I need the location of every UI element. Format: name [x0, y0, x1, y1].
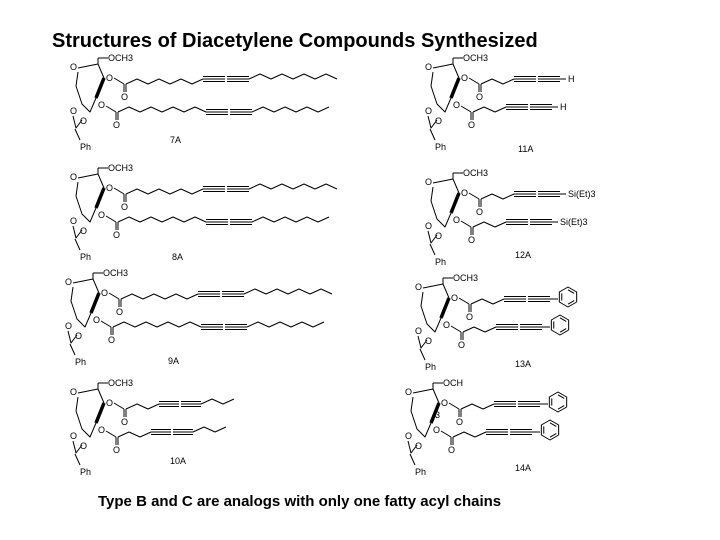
compound-11a [425, 53, 575, 152]
alkyl-chain [463, 327, 496, 332]
carbonyl-oxygen-label: O [121, 202, 129, 212]
acetal-oxygen-label: O [80, 441, 88, 451]
carbonyl-oxygen-label: O [466, 312, 474, 322]
alkyl-chain [252, 107, 329, 112]
ring-front-bond [451, 78, 459, 98]
methoxy-label: OCH3 [463, 53, 489, 63]
ester-oxygen-label: O [441, 398, 449, 408]
methoxy-subscript-label: 3 [435, 410, 441, 420]
acetal-oxygen-label: O [415, 441, 423, 451]
alkyl-chain [247, 322, 324, 327]
ester-oxygen-label: O [453, 215, 461, 225]
ester-oxygen-label: O [433, 425, 441, 435]
ester-oxygen-label: O [98, 425, 106, 435]
acetal-bond [430, 244, 435, 255]
ring-front-bond [96, 403, 104, 423]
acetal-bond [410, 454, 415, 465]
ester-bond [106, 216, 116, 222]
acetal-bond [75, 454, 80, 465]
alkyl-chain [481, 194, 514, 199]
methoxy-label: OCH3 [103, 268, 129, 278]
carbonyl-oxygen-label: O [113, 120, 121, 130]
ring-front-bond [96, 188, 104, 208]
acetal-oxygen-label: O [70, 106, 78, 116]
ring-front-bond [91, 293, 99, 313]
alkyl-chain [249, 74, 337, 79]
ring-oxygen-label: O [425, 177, 433, 187]
carbonyl-oxygen-label: O [476, 92, 484, 102]
ester-bond [106, 106, 116, 112]
page-title: Structures of Diacetylene Compounds Synthesized [52, 30, 538, 52]
alkyl-chain [244, 289, 332, 294]
phenyl-label: Ph [435, 257, 447, 267]
carbonyl-oxygen-label: O [476, 207, 484, 217]
compound-id-label: 9A [168, 356, 180, 366]
compound-9a [65, 268, 332, 367]
ester-oxygen-label: O [106, 73, 114, 83]
carbonyl-oxygen-label: O [113, 445, 121, 455]
acetal-bond [430, 129, 435, 140]
ester-bond [106, 431, 116, 437]
terminal-group-label: Si(Et)3 [568, 189, 596, 199]
acetal-oxygen-label: O [425, 336, 433, 346]
alkyl-chain [113, 322, 201, 327]
ester-oxygen-label: O [443, 320, 451, 330]
ester-oxygen-label: O [106, 398, 114, 408]
ester-oxygen-label: O [451, 293, 459, 303]
terminal-group-label: H [568, 74, 575, 84]
carbonyl-oxygen-label: O [116, 307, 124, 317]
acetal-oxygen-label: O [80, 226, 88, 236]
carbonyl-oxygen-label: O [121, 417, 129, 427]
ester-oxygen-label: O [98, 100, 106, 110]
compound-10a [70, 378, 234, 477]
ring-oxygen-label: O [405, 387, 413, 397]
phenyl-label: Ph [435, 142, 447, 152]
compound-id-label: 13A [515, 359, 532, 369]
carbonyl-oxygen-label: O [448, 445, 456, 455]
ring-oxygen-label: O [425, 62, 433, 72]
ring-oxygen-label: O [70, 387, 78, 397]
phenyl-label: Ph [425, 362, 437, 372]
ring-oxygen-label: O [70, 172, 78, 182]
methoxy-label: OCH3 [453, 273, 479, 283]
ester-oxygen-label: O [93, 315, 101, 325]
carbonyl-oxygen-label: O [121, 92, 129, 102]
phenyl-label: Ph [415, 467, 427, 477]
ester-oxygen-label: O [106, 183, 114, 193]
compound-id-label: 12A [515, 250, 532, 260]
methoxy-label: OCH [443, 378, 463, 388]
alkyl-chain [118, 432, 151, 437]
alkyl-chain [126, 79, 203, 84]
acetal-oxygen-label: O [70, 216, 78, 226]
methoxy-label: OCH3 [108, 378, 134, 388]
alkyl-chain [193, 427, 226, 432]
acetal-oxygen-label: O [435, 116, 443, 126]
ester-bond [101, 321, 111, 327]
carbonyl-oxygen-label: O [458, 340, 466, 350]
alkyl-chain [201, 399, 234, 404]
alkyl-chain [121, 294, 198, 299]
acetal-oxygen-label: O [425, 106, 433, 116]
ring-front-bond [96, 78, 104, 98]
ester-bond [461, 106, 471, 112]
phenyl-label: Ph [75, 357, 87, 367]
ester-bond [114, 188, 124, 194]
compound-id-label: 8A [172, 252, 184, 262]
ester-bond [449, 403, 459, 409]
ring-front-bond [441, 298, 449, 318]
compound-7a [70, 53, 337, 152]
carbonyl-oxygen-label: O [456, 417, 464, 427]
alkyl-chain [126, 189, 203, 194]
compound-id-label: 14A [515, 463, 532, 473]
ester-bond [441, 431, 451, 437]
ring-oxygen-label: O [415, 282, 423, 292]
ester-oxygen-label: O [461, 188, 469, 198]
compound-id-label: 11A [518, 144, 534, 154]
ester-bond [451, 326, 461, 332]
ester-bond [469, 193, 479, 199]
acetal-oxygen-label: O [80, 116, 88, 126]
alkyl-chain [473, 222, 506, 227]
compound-id-label: 7A [170, 135, 182, 145]
terminal-group-label: Si(Et)3 [560, 217, 588, 227]
acetal-oxygen-label: O [435, 231, 443, 241]
ester-bond [461, 221, 471, 227]
alkyl-chain [473, 107, 506, 112]
acetal-bond [70, 344, 75, 355]
terminal-group-label: H [560, 102, 567, 112]
compound-13a [415, 273, 577, 372]
phenyl-label: Ph [80, 252, 92, 262]
carbonyl-oxygen-label: O [113, 230, 121, 240]
alkyl-chain [118, 217, 206, 222]
acetal-oxygen-label: O [405, 431, 413, 441]
ring-oxygen-label: O [65, 277, 73, 287]
carbonyl-oxygen-label: O [108, 335, 116, 345]
ester-bond [114, 78, 124, 84]
ester-oxygen-label: O [453, 100, 461, 110]
acetal-oxygen-label: O [415, 326, 423, 336]
phenyl-label: Ph [80, 467, 92, 477]
carbonyl-oxygen-label: O [468, 120, 476, 130]
ester-oxygen-label: O [101, 288, 109, 298]
ring-oxygen-label: O [70, 62, 78, 72]
alkyl-chain [126, 404, 159, 409]
methoxy-label: OCH3 [108, 163, 134, 173]
ring-front-bond [451, 193, 459, 213]
compound-id-label: 10A [170, 456, 187, 466]
compound-12a [425, 168, 596, 267]
alkyl-chain [118, 107, 206, 112]
alkyl-chain [249, 184, 337, 189]
acetal-oxygen-label: O [70, 431, 78, 441]
ester-bond [109, 293, 119, 299]
alkyl-chain [461, 404, 494, 409]
phenyl-label: Ph [80, 142, 92, 152]
ester-oxygen-label: O [98, 210, 106, 220]
acetal-oxygen-label: O [425, 221, 433, 231]
compound-14a [405, 378, 567, 477]
alkyl-chain [252, 217, 329, 222]
ester-bond [459, 298, 469, 304]
carbonyl-oxygen-label: O [468, 235, 476, 245]
alkyl-chain [471, 299, 504, 304]
methoxy-label: OCH3 [463, 168, 489, 178]
ester-oxygen-label: O [461, 73, 469, 83]
footer-note: Type B and C are analogs with only one fatty acyl chains [98, 493, 502, 510]
alkyl-chain [453, 432, 486, 437]
acetal-oxygen-label: O [75, 331, 83, 341]
ester-bond [114, 403, 124, 409]
acetal-oxygen-label: O [65, 321, 73, 331]
compound-8a [70, 163, 337, 262]
acetal-bond [75, 129, 80, 140]
acetal-bond [75, 239, 80, 250]
alkyl-chain [481, 79, 514, 84]
acetal-bond [420, 349, 425, 360]
ester-bond [469, 78, 479, 84]
methoxy-label: OCH3 [108, 53, 134, 63]
